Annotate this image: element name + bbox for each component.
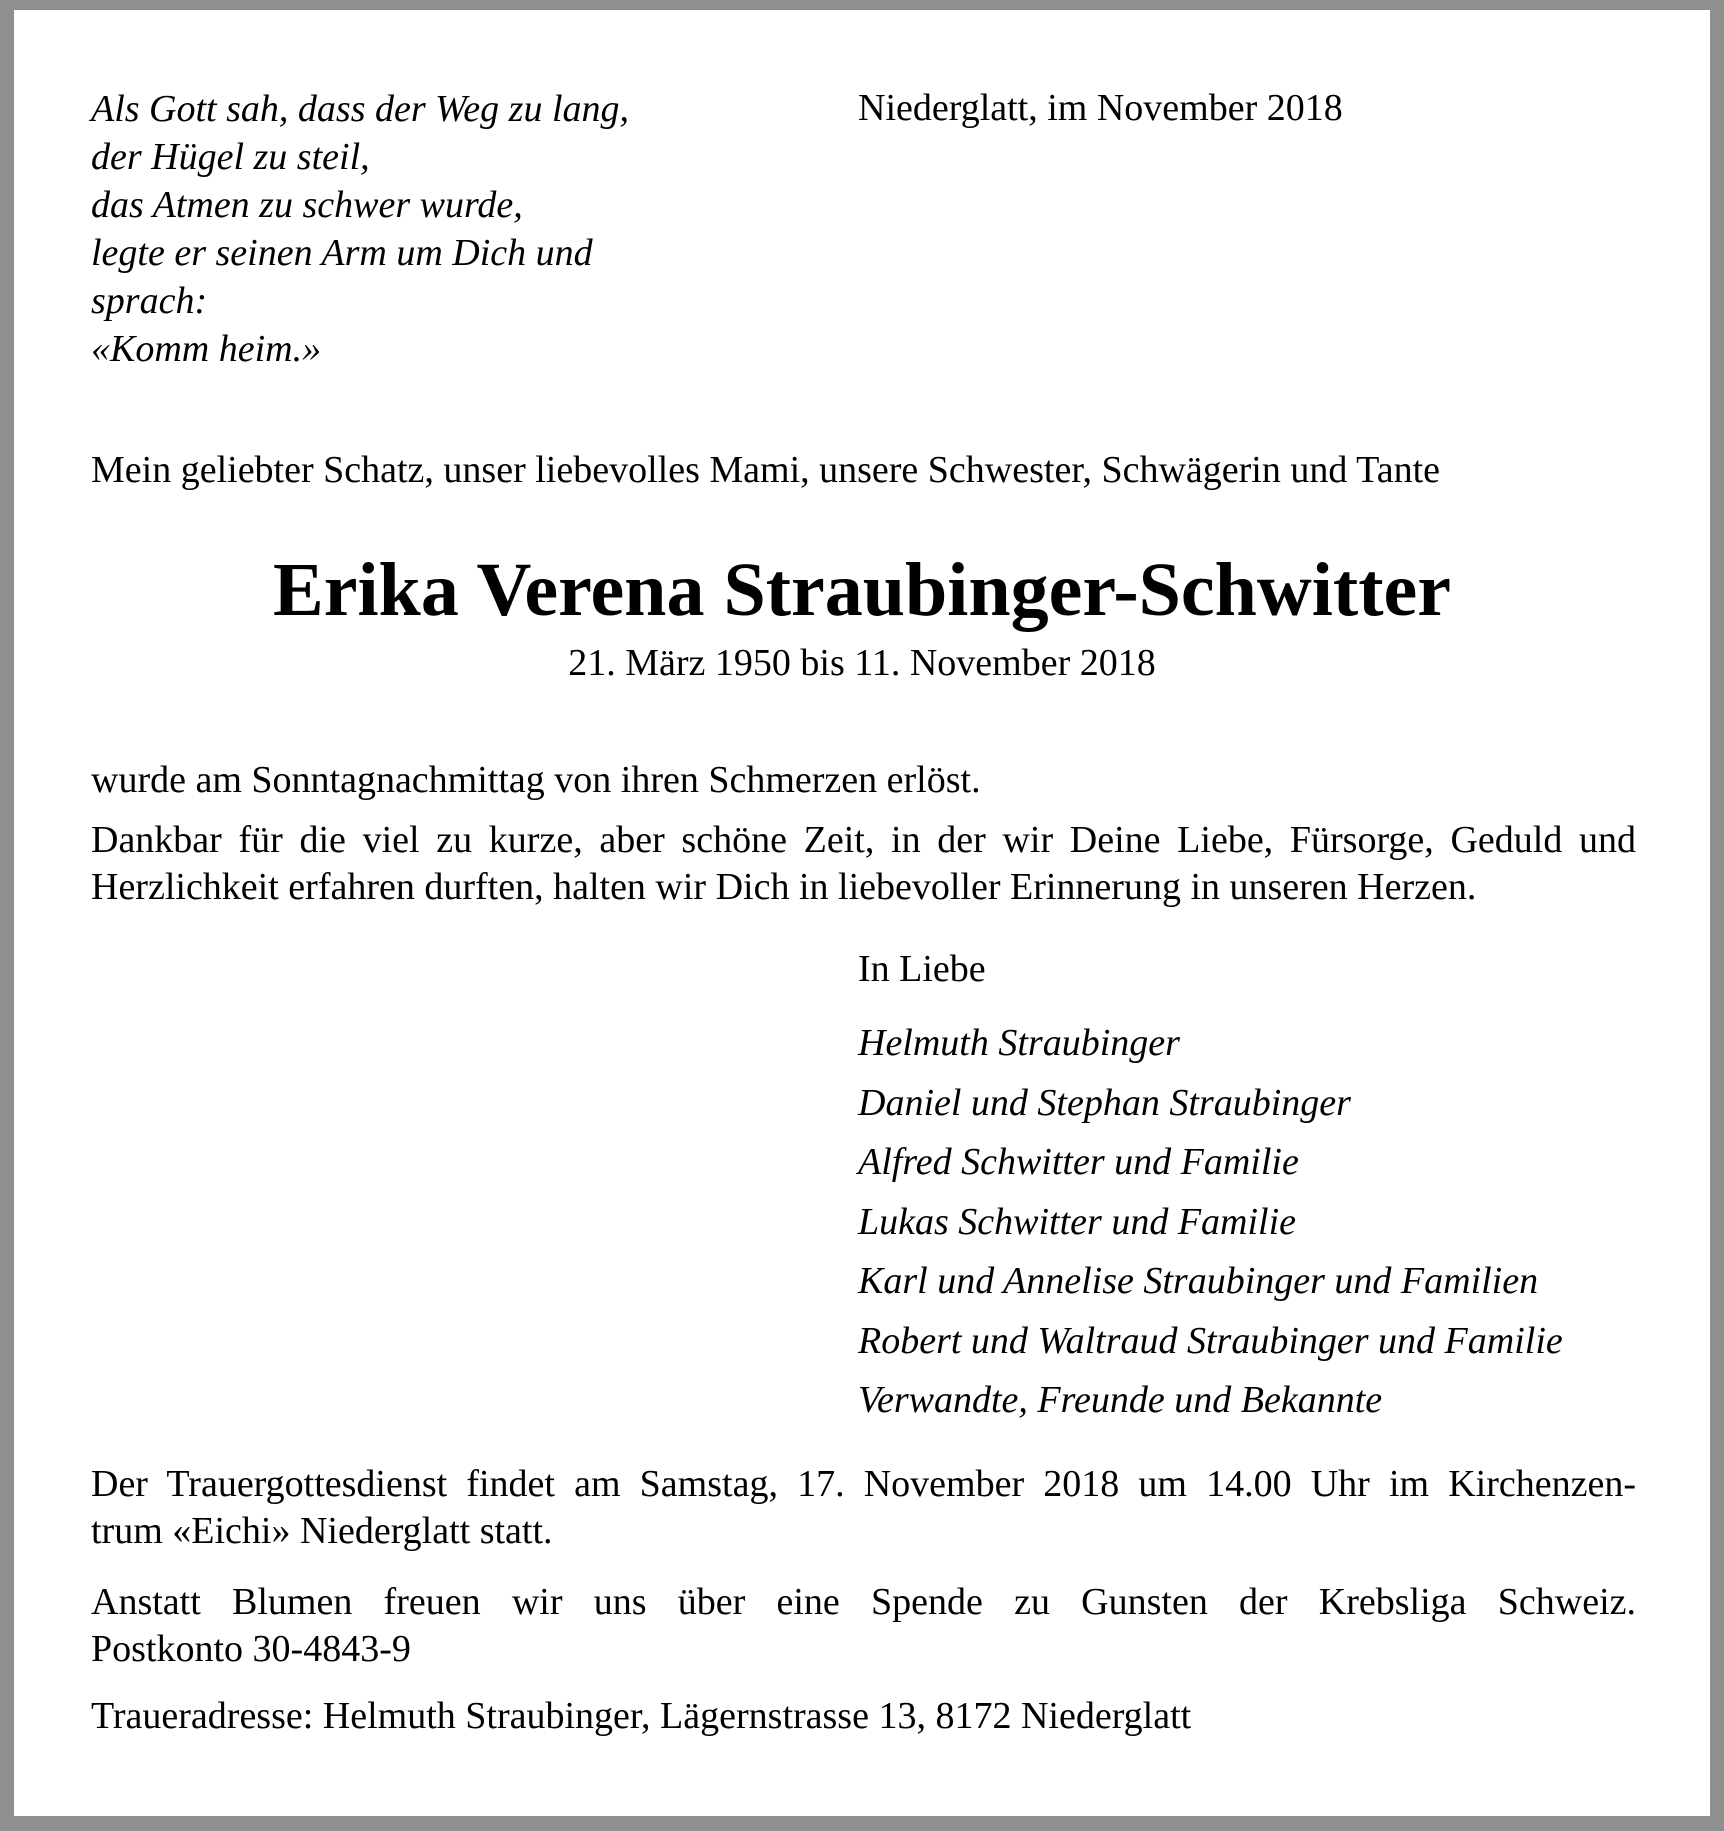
mourning-address: Traueradresse: Helmuth Straubinger, Lägernstrasse 13, 8172 Niederglatt [91, 1695, 1192, 1737]
mourner-item: Daniel und Stephan Straubinger [858, 1081, 1351, 1124]
poem-line: «Komm heim.» [91, 328, 322, 370]
donation-info [91, 1579, 1636, 1673]
mourner-item: Lukas Schwitter und Familie [858, 1200, 1297, 1243]
deceased-name: Erika Verena Straubinger-Schwitter [273, 548, 1451, 632]
donation-line: Anstatt Blumen freuen wir uns über eine Spende zu Gunsten der Krebsliga Schweiz. [91, 1581, 1636, 1623]
poem-line: der Hügel zu steil, [91, 136, 370, 178]
poem-line: Als Gott sah, dass der Weg zu lang, [91, 88, 630, 130]
postal-account: Postkonto 30-4843-9 [91, 1628, 411, 1670]
mourners-list [858, 1014, 1563, 1431]
mourner-item: Helmuth Straubinger [858, 1022, 1180, 1064]
mourner-item: Verwandte, Freunde und Bekannte [858, 1379, 1383, 1421]
mourner-item: Alfred Schwitter und Familie [858, 1141, 1299, 1183]
poem [91, 85, 629, 373]
poem-line: sprach: [91, 280, 208, 322]
thanks-paragraph: Dankbar für die viel zu kurze, aber schöne Zeit, in der wir Deine Liebe, Fürsorge, Geduld und Herzlichkeit erfahren durften, halten wir Dich in liebevoller Erinnerung in unseren Herzen. [91, 819, 1636, 908]
service-line: trum «Eichi» Niederglatt statt. [91, 1510, 553, 1552]
obituary-notice [14, 10, 1710, 1816]
mourner-item: Robert und Waltraud Straubinger und Familie [858, 1319, 1563, 1362]
in-love-label: In Liebe [858, 948, 986, 990]
poem-line: legte er seinen Arm um Dich und [91, 232, 593, 274]
mourner-item: Karl und Annelise Straubinger und Familien [858, 1260, 1539, 1302]
poem-line: das Atmen zu schwer wurde, [91, 184, 523, 226]
funeral-service-info [91, 1461, 1636, 1555]
place-date: Niederglatt, im November 2018 [858, 87, 1343, 129]
released-text: wurde am Sonntagnachmittag von ihren Schmerzen erlöst. [91, 759, 981, 801]
intro-text: Mein geliebter Schatz, unser liebevolles Mami, unsere Schwester, Schwägerin und Tante [91, 449, 1440, 491]
service-line: Der Trauergottesdienst findet am Samstag, 17. November 2018 um 14.00 Uhr im Kirchenzen- [91, 1463, 1636, 1505]
life-dates: 21. März 1950 bis 11. November 2018 [568, 642, 1156, 684]
